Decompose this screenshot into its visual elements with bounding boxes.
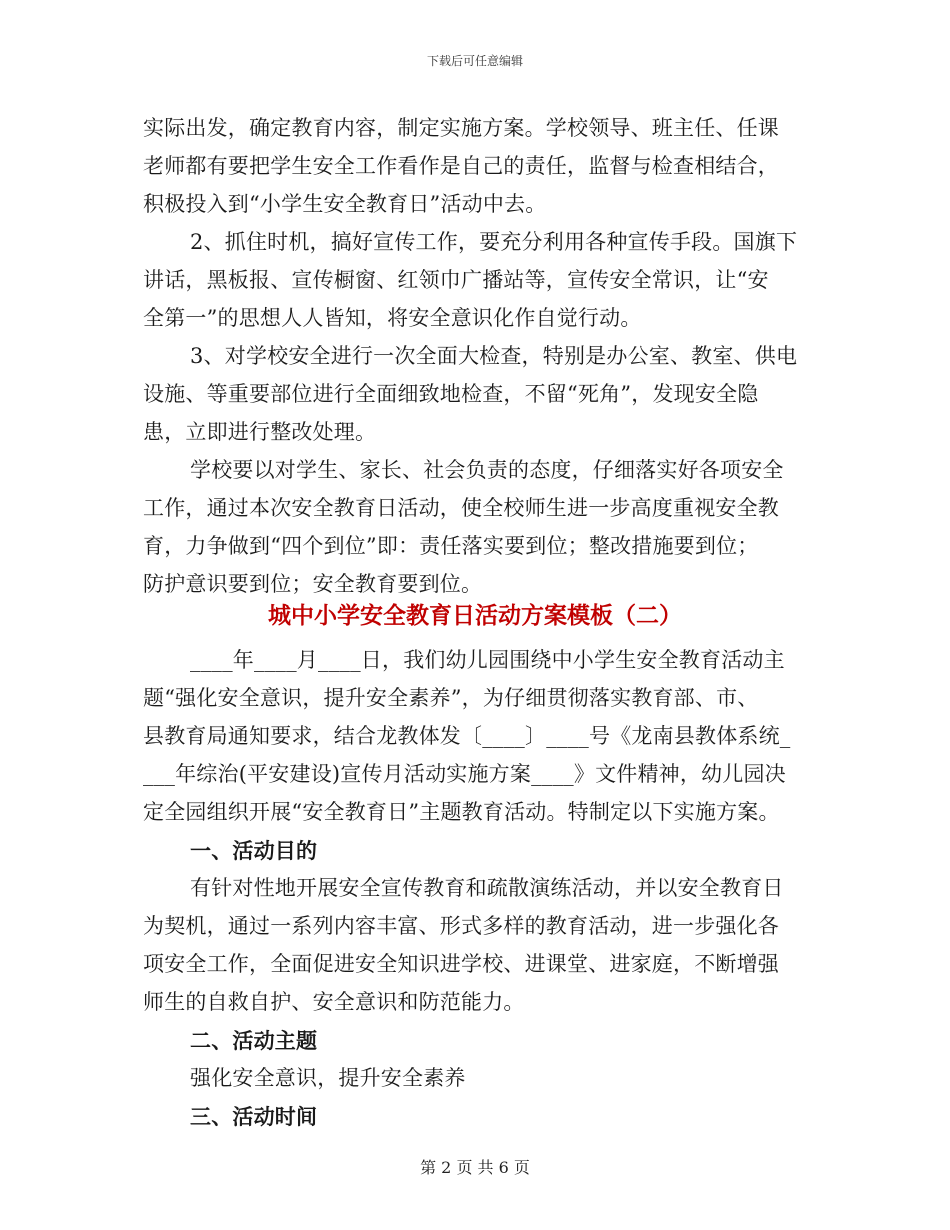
heading-activity-time: 三、活动时间 (190, 1104, 318, 1129)
paragraph-line: 全第一”的思想人人皆知，将安全意识化作自觉行动。 (143, 306, 642, 330)
paragraph-line: 设施、等重要部位进行全面细致地检查，不留“死角”，发现安全隐 (143, 382, 759, 406)
paragraph-line: 老师都有要把学生安全工作看作是自己的责任，监督与检查相结合， (143, 154, 779, 178)
heading-activity-theme: 二、活动主题 (190, 1028, 318, 1053)
heading-activity-purpose: 一、活动目的 (190, 838, 318, 863)
paragraph-line: 讲话，黑板报、宣传橱窗、红领巾广播站等，宣传安全常识，让“安 (143, 268, 769, 292)
paragraph-line: ____年____月____日，我们幼儿园围绕中小学生安全教育活动主 (190, 648, 785, 672)
paragraph-line: 患，立即进行整改处理。 (143, 420, 377, 444)
paragraph-line: 县教育局通知要求，结合龙教体发〔____〕____号《龙南县教体系统_ (143, 724, 791, 748)
paragraph-line: 3、对学校安全进行一次全面大检查，特别是办公室、教室、供电 (190, 344, 798, 368)
section-title: 城中小学安全教育日活动方案模板（二） (268, 602, 682, 629)
paragraph-line: 定全园组织开展“安全教育日”主题教育活动。特制定以下实施方案。 (143, 800, 780, 824)
paragraph-line: 强化安全意识，提升安全素养 (190, 1066, 466, 1090)
page-header: 下载后可任意编辑 (426, 54, 523, 68)
paragraph-line: ___年综治(平安建设)宣传月活动实施方案____》文件精神，幼儿园决 (143, 762, 786, 786)
page-number: 第 2 页 共 6 页 (420, 1158, 530, 1177)
paragraph-line: 防护意识要到位；安全教育要到位。 (143, 572, 483, 596)
paragraph-line: 工作，通过本次安全教育日活动，使全校师生进一步高度重视安全教 (143, 496, 779, 520)
paragraph-line: 题“强化安全意识，提升安全素养”，为仔细贯彻落实教育部、市、 (143, 686, 759, 710)
paragraph-line: 2、抓住时机，搞好宣传工作，要充分利用各种宣传手段。国旗下 (190, 230, 798, 254)
paragraph-line: 师生的自救自护、安全意识和防范能力。 (143, 990, 525, 1014)
paragraph-line: 学校要以对学生、家长、社会负责的态度，仔细落实好各项安全 (190, 458, 784, 482)
paragraph-line: 为契机，通过一系列内容丰富、形式多样的教育活动，进一步强化各 (143, 914, 779, 938)
paragraph-line: 育，力争做到“四个到位”即：责任落实要到位；整改措施要到位； (143, 534, 759, 558)
paragraph-line: 项安全工作，全面促进安全知识进学校、进课堂、进家庭，不断增强 (143, 952, 779, 976)
paragraph-line: 实际出发，确定教育内容，制定实施方案。学校领导、班主任、任课 (143, 116, 779, 140)
paragraph-line: 积极投入到“小学生安全教育日”活动中去。 (143, 192, 547, 216)
paragraph-line: 有针对性地开展安全宣传教育和疏散演练活动，并以安全教育日 (190, 876, 784, 900)
